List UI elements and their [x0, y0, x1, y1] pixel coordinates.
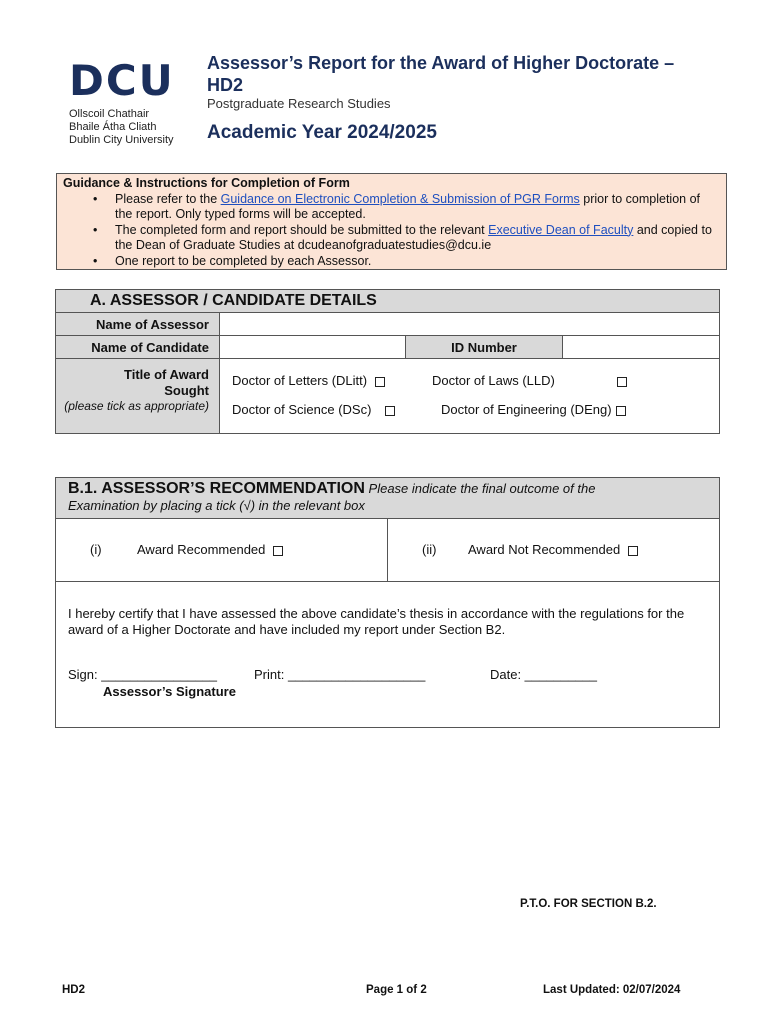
page-title: Assessor’s Report for the Award of Higher Doctorate – HD2 [207, 53, 675, 95]
guidance-heading: Guidance & Instructions for Completion of Form [63, 176, 350, 190]
footer-page-number: Page 1 of 2 [366, 984, 427, 996]
guidance-item-3: • One report to be completed by each Assessor. [87, 254, 720, 270]
guidance-item-2-pre: The completed form and report should be submitted to the relevant [115, 222, 489, 237]
executive-dean-link[interactable]: Executive Dean of Faculty [488, 222, 634, 237]
date-field[interactable]: Date: __________ [490, 667, 597, 682]
guidance-link[interactable]: Guidance on Electronic Completion & Submission of PGR Forms [220, 191, 580, 206]
option-dsc-label: Doctor of Science (DSc) [232, 402, 372, 417]
dcu-logo [69, 56, 189, 147]
guidance-item-1 [87, 192, 720, 223]
checkbox-award-not-recommended[interactable] [628, 546, 638, 556]
rec1-wrap [137, 542, 283, 557]
option-deng-label: Doctor of Engineering (DEng) [441, 402, 612, 417]
award-label [56, 359, 220, 433]
sign-field[interactable]: Sign: ________________ [68, 667, 217, 682]
option-award-recommended [56, 519, 388, 581]
page-subtitle: Postgraduate Research Studies [207, 96, 391, 111]
award-label-line1: Title of Award [124, 367, 209, 382]
logo-mark: DCU [69, 56, 175, 105]
section-b1 [55, 477, 720, 728]
assessor-name-label: Name of Assessor [56, 313, 220, 335]
id-number-field[interactable] [563, 336, 719, 358]
award-note: (please tick as appropriate) [64, 399, 209, 413]
candidate-name-label: Name of Candidate [56, 336, 220, 358]
logo-line-1: Ollscoil Chathair [69, 108, 150, 120]
option-dlitt-label: Doctor of Letters (DLitt) [232, 373, 368, 388]
section-b1-title: B.1. ASSESSOR’S RECOMMENDATION [68, 480, 365, 497]
guidance-box [56, 173, 727, 270]
checkbox-dlitt[interactable] [375, 377, 385, 387]
guidance-list [87, 192, 720, 270]
rec2-label: Award Not Recommended [468, 542, 621, 557]
option-deng [441, 402, 626, 417]
checkbox-deng[interactable] [616, 406, 626, 416]
candidate-name-field[interactable] [220, 336, 405, 358]
checkbox-award-recommended[interactable] [273, 546, 283, 556]
rec2-number: (ii) [422, 542, 437, 557]
print-field[interactable]: Print: ___________________ [254, 667, 426, 682]
section-b1-instruction-b: Examination by placing a tick (√) in the relevant box [68, 498, 365, 513]
logo-line-2: Bhaile Átha Cliath [69, 121, 157, 133]
checkbox-lld[interactable] [617, 377, 627, 387]
option-lld-label: Doctor of Laws (LLD) [432, 373, 555, 388]
assessor-name-field[interactable] [220, 313, 719, 335]
recommendation-options [56, 519, 719, 582]
guidance-item-2 [87, 223, 720, 254]
rec1-label: Award Recommended [137, 542, 266, 557]
option-dlitt [232, 373, 385, 388]
option-award-not-recommended [388, 519, 719, 581]
award-row [56, 359, 719, 433]
id-number-label: ID Number [405, 336, 563, 358]
logo-text [69, 108, 189, 147]
rec1-number: (i) [90, 542, 102, 557]
section-a-heading: A. ASSESSOR / CANDIDATE DETAILS [56, 290, 719, 313]
option-lld [432, 373, 627, 388]
section-b1-heading [56, 478, 719, 519]
signature-caption: Assessor’s Signature [103, 684, 236, 699]
academic-year: Academic Year 2024/2025 [207, 122, 437, 143]
guidance-item-1-post: prior to completion of the report. Only typed forms will be accepted. [115, 191, 701, 221]
certification-text: I hereby certify that I have assessed the above candidate’s thesis in accordance with the regulations for the award of a Higher Doctorate and have included my report under Section B2. [68, 606, 685, 637]
candidate-row [56, 336, 719, 359]
footer-last-updated: Last Updated: 02/07/2024 [543, 984, 681, 996]
guidance-item-2-post: and copied to the Dean of Graduate Studies at dcudeanofgraduatestudies@dcu.ie [115, 222, 712, 252]
guidance-item-1-pre: Please refer to the [115, 191, 221, 206]
rec2-wrap [468, 542, 638, 557]
option-dsc [232, 402, 395, 417]
section-b1-instruction-a: Please indicate the final outcome of the [364, 481, 596, 496]
assessor-row [56, 313, 719, 336]
footer-form-code: HD2 [62, 984, 86, 996]
section-a [55, 289, 720, 434]
pto-note: P.T.O. FOR SECTION B.2. [520, 898, 657, 910]
logo-line-3: Dublin City University [69, 134, 174, 146]
award-label-line2: Sought [164, 383, 209, 398]
award-options [220, 359, 719, 433]
checkbox-dsc[interactable] [385, 406, 395, 416]
